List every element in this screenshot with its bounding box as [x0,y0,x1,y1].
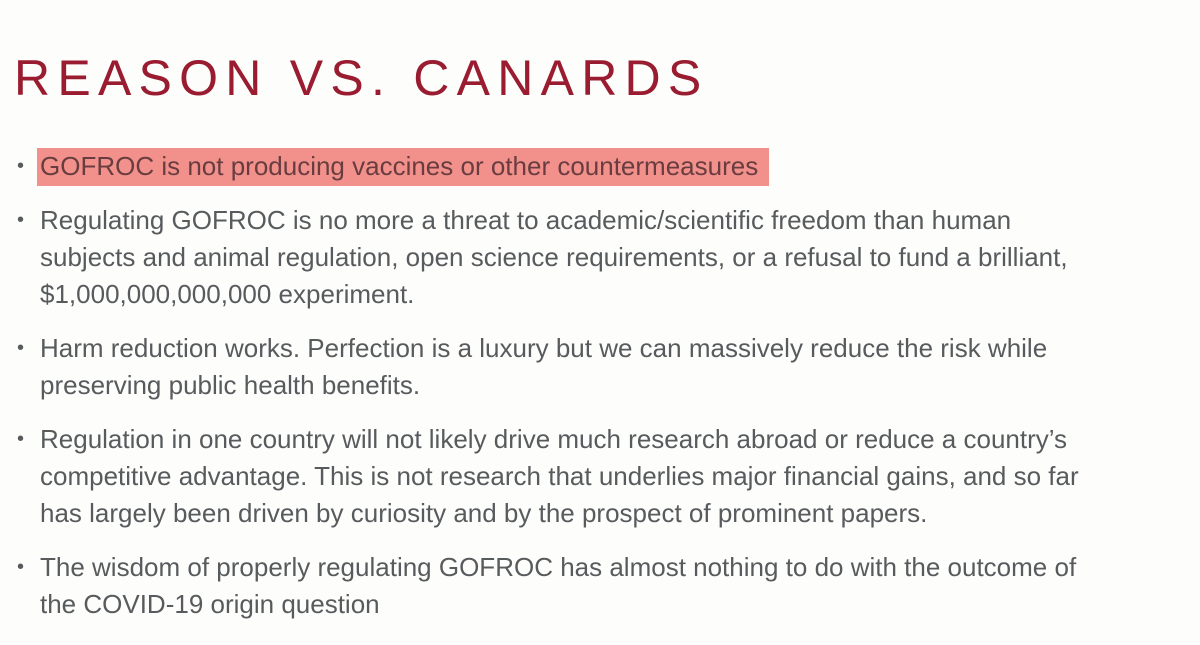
bullet-text-line [40,148,1200,185]
bullet-text-line: the COVID-19 origin question [40,589,380,619]
bullet-marker: • [17,337,25,359]
bullet-text-line: Harm reduction works. Perfection is a luxury but we can massively reduce the risk while [40,333,1048,363]
bullet-text-line: has largely been driven by curiosity and by the prospect of prominent papers. [40,498,928,528]
bullet-marker: • [17,155,25,177]
bullet-marker: • [17,428,25,450]
bullet-text-line: Regulation in one country will not likely drive much research abroad or reduce a country’s [40,424,1068,454]
bullet-item [0,421,1200,532]
bullet-item [0,549,1200,623]
bullet-text-line: subjects and animal regulation, open science requirements, or a refusal to fund a brilliant, [40,242,1068,272]
bullet-text-line: competitive advantage. This is not research that underlies major financial gains, and so far [40,461,1079,491]
bullet-text-line: preserving public health benefits. [40,370,421,400]
bullet-text-line: The wisdom of properly regulating GOFROC has almost nothing to do with the outcome of [40,552,1077,582]
highlighted-text: GOFROC is not producing vaccines or other countermeasures [37,148,769,186]
slide-title: REASON VS. CANARDS [14,50,709,106]
bullet-item [0,202,1200,313]
bullet-text-line: $1,000,000,000,000 experiment. [40,279,415,309]
bullet-item [0,148,1200,185]
bullet-text-line: Regulating GOFROC is no more a threat to academic/scientific freedom than human [40,205,1012,235]
bullet-list [0,148,1200,640]
bullet-marker: • [17,209,25,231]
bullet-marker: • [17,556,25,578]
bullet-item [0,330,1200,404]
